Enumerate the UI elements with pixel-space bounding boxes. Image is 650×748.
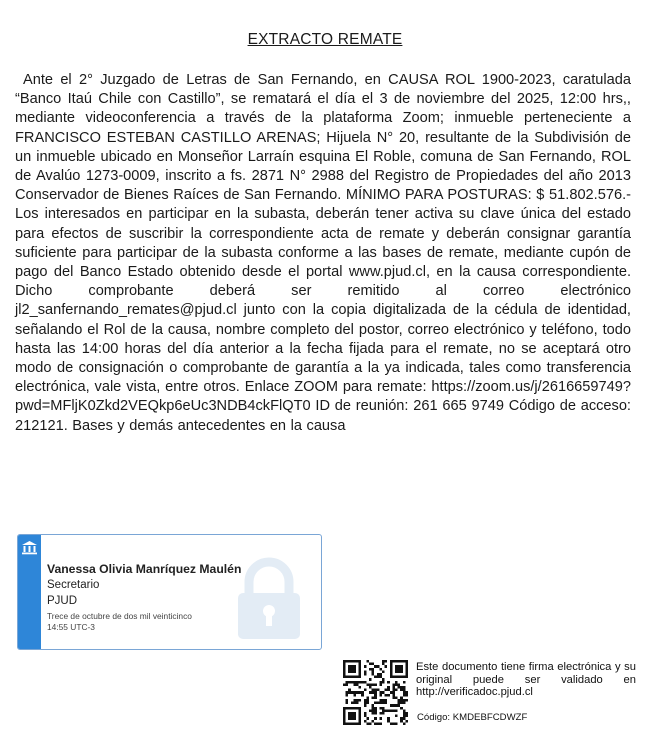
signature-timestamp <box>47 611 237 632</box>
court-building-icon <box>21 540 38 555</box>
signer-organization: PJUD <box>47 595 78 607</box>
document-title: EXTRACTO REMATE <box>247 31 403 48</box>
signature-time: 14:55 UTC-3 <box>47 621 95 632</box>
verification-notice: Este documento tiene firma electrónica y su original puede ser validado en http://verificadoc.pjud.cl <box>416 661 636 699</box>
document-body: Ante el 2° Juzgado de Letras de San Fernando, en CAUSA ROL 1900-2023, caratulada “Banco Itaú Chile con Castillo”, se rematará el día el 3 de noviembre del 2025, 12:00 hrs,, mediante videoconferencia a través de la plataforma Zoom; inmueble perteneciente a FRANCISCO ESTEBAN CASTILLO ARENAS; Hijuela N° 20, resultante de la Subdivisión de un inmueble ubicado en Monseñor Larraín esquina El Roble, comuna de San Fernando, ROL de Avalúo 1273-0009, inscrito a fs. 2871 N° 2988 del Registro de Propiedades del año 2013 Conservador de Bienes Raíces de San Fernando. MÍNIMO PARA POSTURAS: $ 51.802.576.- Los interesados en participar en la subasta, deberán tener activa su clave única del estado para efectos de suscribir la correspondiente acta de remate y deberán consignar garantía suficiente para participar de la subasta conforme a las bases de remate, mediante cupón de pago del Banco Estado obtenido desde el portal www.pjud.cl, en la causa correspondiente. Dicho comprobante deberá ser remitido al correo electrónico jl2_sanfernando_remates@pjud.cl junto con la copia digitalizada de la cédula de identidad, señalando el Rol de la causa, nombre completo del postor, correo electrónico y teléfono, todo hasta las 14:00 horas del día anterior a la fecha fijada para el remate, no se aceptará otro modo de consignación o comprobante de garantía a la ya indicada, tales como transferencia electrónica, vale vista, entre otros. Enlace ZOOM para remate: https://zoom.us/j/2616659749?pwd=MFljK0Zkd2VEQkp6eUc3NDB4ckFlQT0 ID de reunión: 261 665 9749 Código de acceso: 212121. Bases y demás antecedentes en la causa <box>15 72 631 434</box>
signature-box <box>17 534 322 650</box>
signature-accent-strip <box>18 535 41 649</box>
qr-code-icon <box>343 660 408 725</box>
signer-name: Vanessa Olivia Manríquez Maulén <box>47 562 242 576</box>
verification-code: Código: KMDEBFCDWZF <box>417 712 528 723</box>
lock-icon <box>230 557 308 641</box>
signature-date: Trece de octubre de dos mil veinticinco <box>47 611 192 621</box>
signer-role: Secretario <box>47 579 100 591</box>
